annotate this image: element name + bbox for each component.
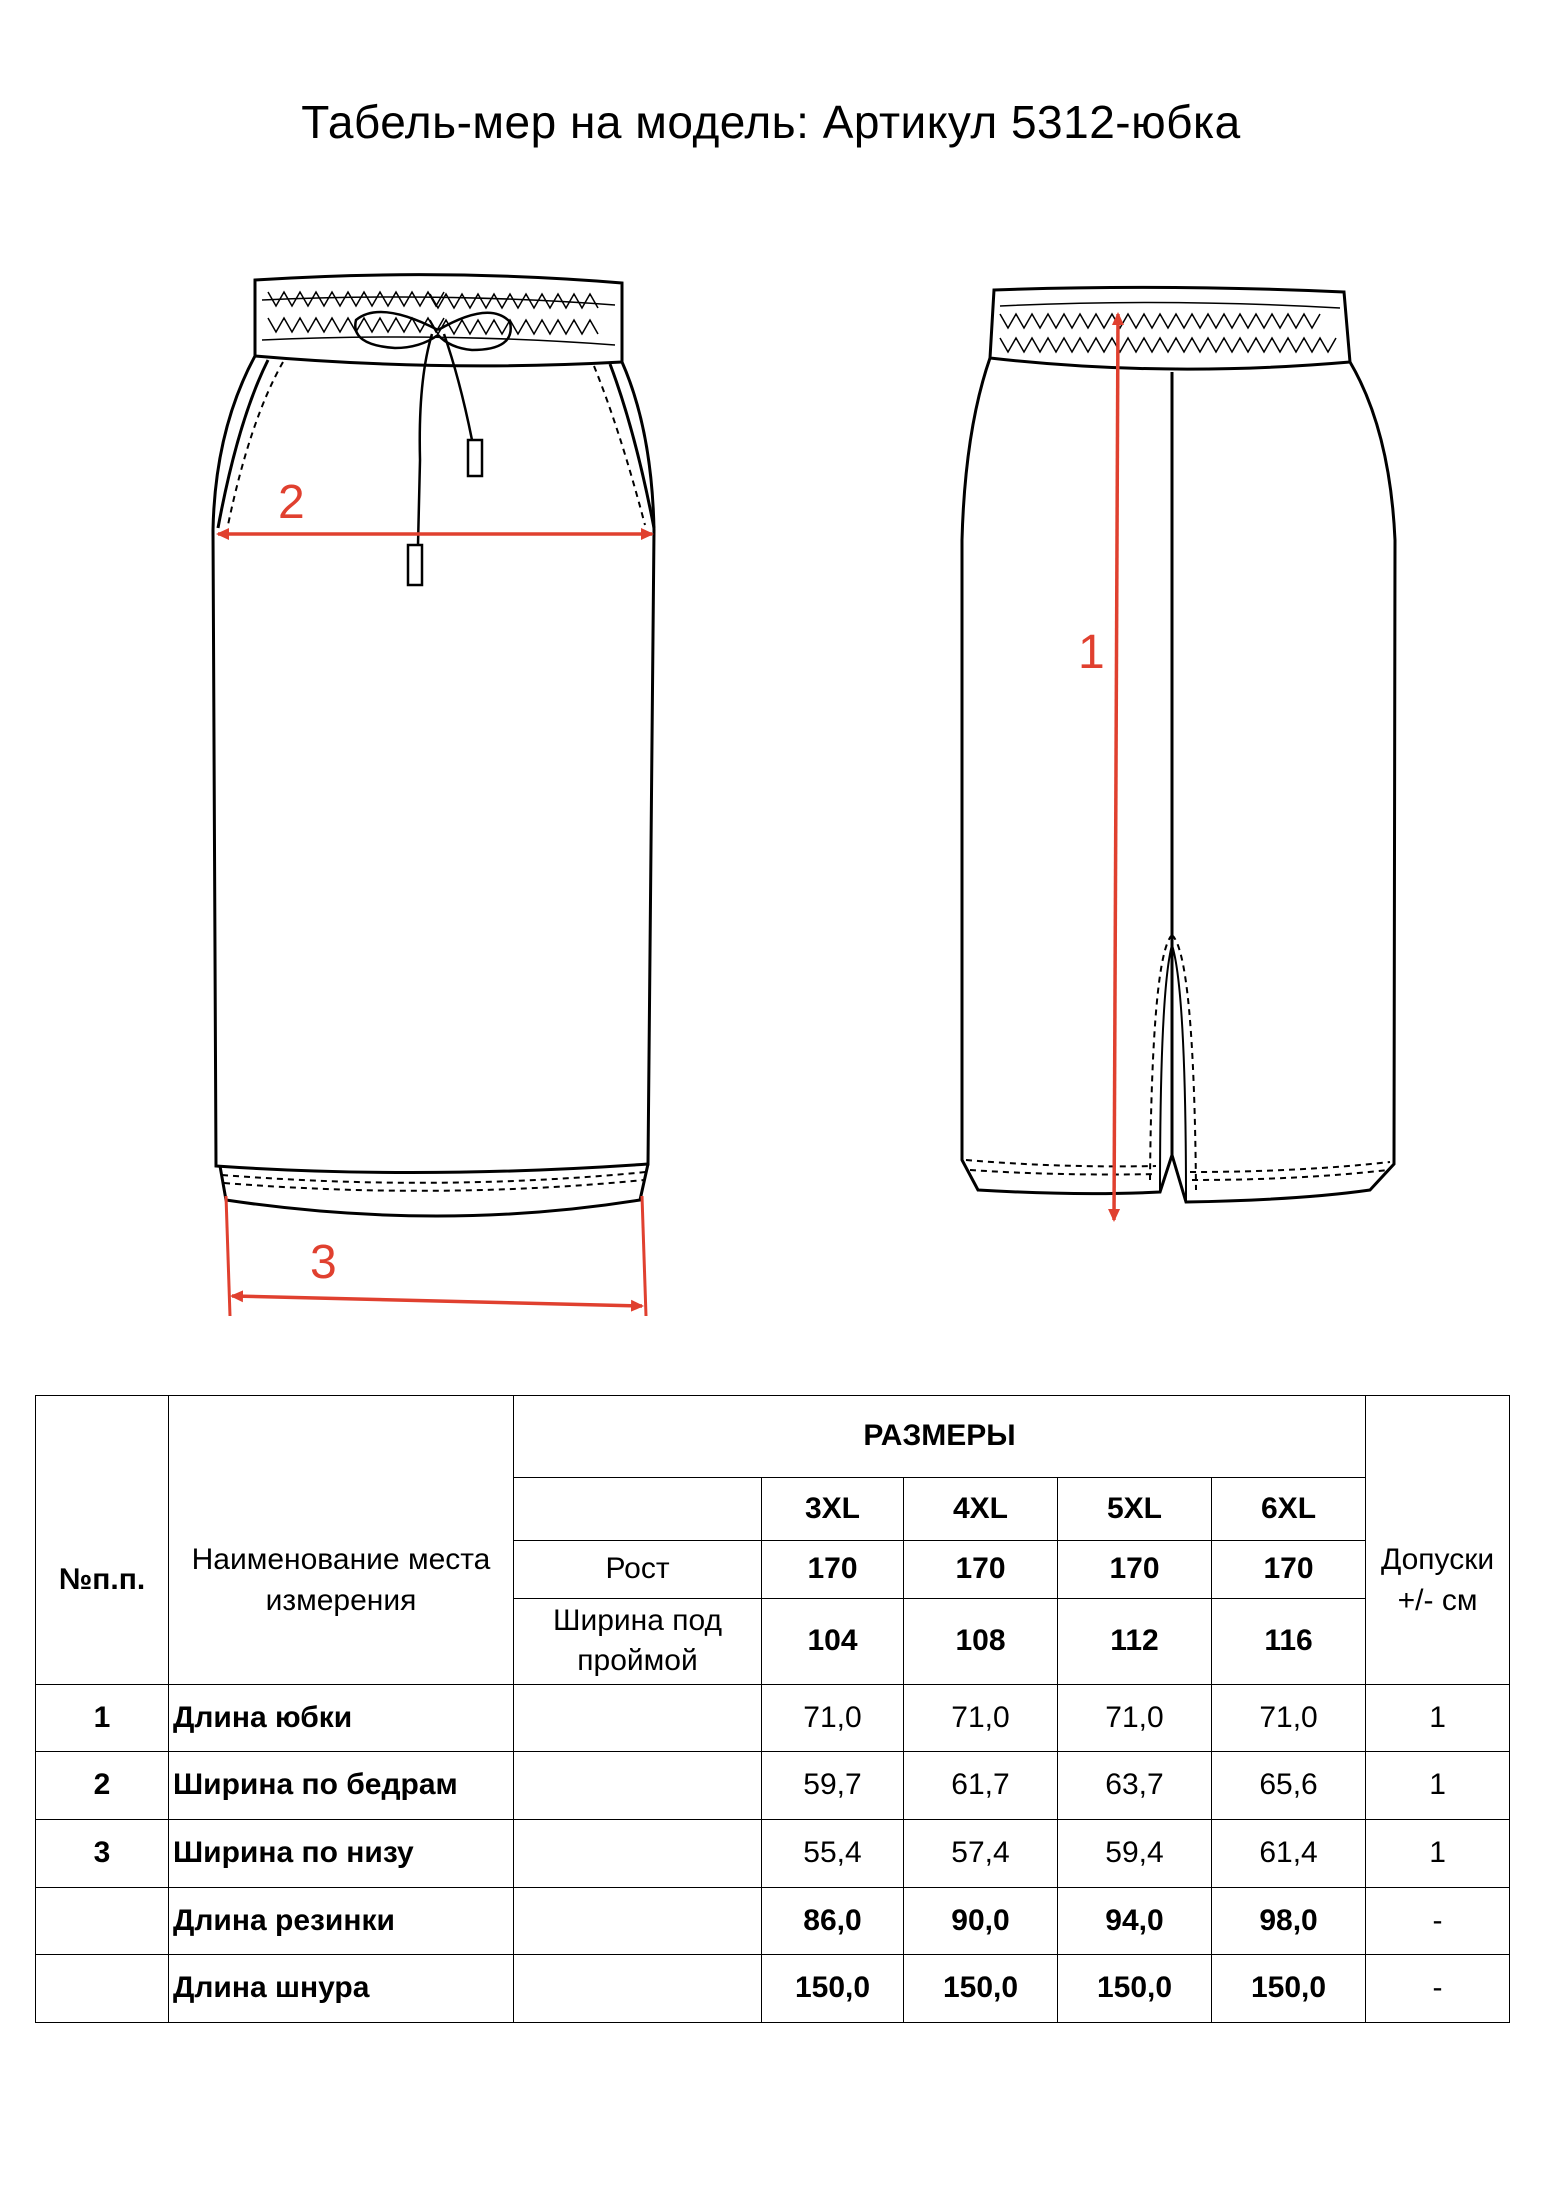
header-blank-name [169, 1396, 514, 1478]
size-label-blank [514, 1477, 762, 1541]
row-name: Длина резинки [169, 1887, 514, 1955]
row-name: Длина шнура [169, 1955, 514, 2023]
row-name: Ширина по низу [169, 1820, 514, 1888]
height-value: 170 [1058, 1541, 1212, 1599]
row-value: 71,0 [1212, 1684, 1366, 1752]
height-value: 170 [1212, 1541, 1366, 1599]
table-row [36, 1684, 1510, 1752]
row-number: 1 [36, 1684, 169, 1752]
width-value: 116 [1212, 1598, 1366, 1684]
row-value: 90,0 [904, 1887, 1058, 1955]
table-row [36, 1955, 1510, 2023]
size-header: 4XL [904, 1477, 1058, 1541]
row-tolerance: 1 [1366, 1752, 1510, 1820]
row-value: 71,0 [1058, 1684, 1212, 1752]
row-value: 98,0 [1212, 1887, 1366, 1955]
width-label: Ширина под проймой [514, 1598, 762, 1684]
page-title: Табель-мер на модель: Артикул 5312-юбка [301, 96, 1241, 148]
table-row [36, 1820, 1510, 1888]
height-value: 170 [762, 1541, 904, 1599]
hip-width-label: 2 [278, 476, 305, 529]
col-number-header: №п.п. [36, 1477, 169, 1684]
width-value: 104 [762, 1598, 904, 1684]
row-name: Ширина по бедрам [169, 1752, 514, 1820]
row-value: 59,4 [1058, 1820, 1212, 1888]
row-tolerance: - [1366, 1887, 1510, 1955]
row-number: 2 [36, 1752, 169, 1820]
size-header: 6XL [1212, 1477, 1366, 1541]
row-blank [514, 1684, 762, 1752]
row-value: 63,7 [1058, 1752, 1212, 1820]
height-label: Рост [514, 1541, 762, 1599]
width-value: 112 [1058, 1598, 1212, 1684]
row-tolerance: 1 [1366, 1820, 1510, 1888]
row-value: 150,0 [1212, 1955, 1366, 2023]
row-number [36, 1955, 169, 2023]
row-value: 71,0 [904, 1684, 1058, 1752]
front-skirt [213, 275, 654, 1216]
row-blank [514, 1820, 762, 1888]
back-measurements [1078, 314, 1118, 1220]
row-tolerance: - [1366, 1955, 1510, 2023]
size-header: 3XL [762, 1477, 904, 1541]
row-value: 150,0 [904, 1955, 1058, 2023]
row-value: 150,0 [1058, 1955, 1212, 2023]
size-chart-table [35, 1395, 1510, 2023]
size-header: 5XL [1058, 1477, 1212, 1541]
col-tolerance-header: Допуски +/- см [1366, 1477, 1510, 1684]
row-value: 61,4 [1212, 1820, 1366, 1888]
row-tolerance: 1 [1366, 1684, 1510, 1752]
row-number [36, 1887, 169, 1955]
row-value: 86,0 [762, 1887, 904, 1955]
header-blank-tol [1366, 1396, 1510, 1478]
row-value: 71,0 [762, 1684, 904, 1752]
back-skirt [962, 287, 1395, 1202]
row-value: 94,0 [1058, 1887, 1212, 1955]
width-value: 108 [904, 1598, 1058, 1684]
table-row [36, 1752, 1510, 1820]
row-value: 150,0 [762, 1955, 904, 2023]
row-value: 61,7 [904, 1752, 1058, 1820]
header-blank-num [36, 1396, 169, 1478]
row-blank [514, 1752, 762, 1820]
row-name: Длина юбки [169, 1684, 514, 1752]
sizes-header: РАЗМЕРЫ [514, 1396, 1366, 1478]
hem-width-arrow [232, 1296, 642, 1306]
col-name-header: Наименование места измерения [169, 1477, 514, 1684]
length-arrow [1114, 314, 1118, 1220]
row-blank [514, 1955, 762, 2023]
row-blank [514, 1887, 762, 1955]
row-value: 59,7 [762, 1752, 904, 1820]
row-value: 55,4 [762, 1820, 904, 1888]
row-value: 57,4 [904, 1820, 1058, 1888]
hem-width-label: 3 [310, 1236, 337, 1289]
height-value: 170 [904, 1541, 1058, 1599]
table-row [36, 1887, 1510, 1955]
row-number: 3 [36, 1820, 169, 1888]
length-label: 1 [1078, 626, 1105, 679]
row-value: 65,6 [1212, 1752, 1366, 1820]
